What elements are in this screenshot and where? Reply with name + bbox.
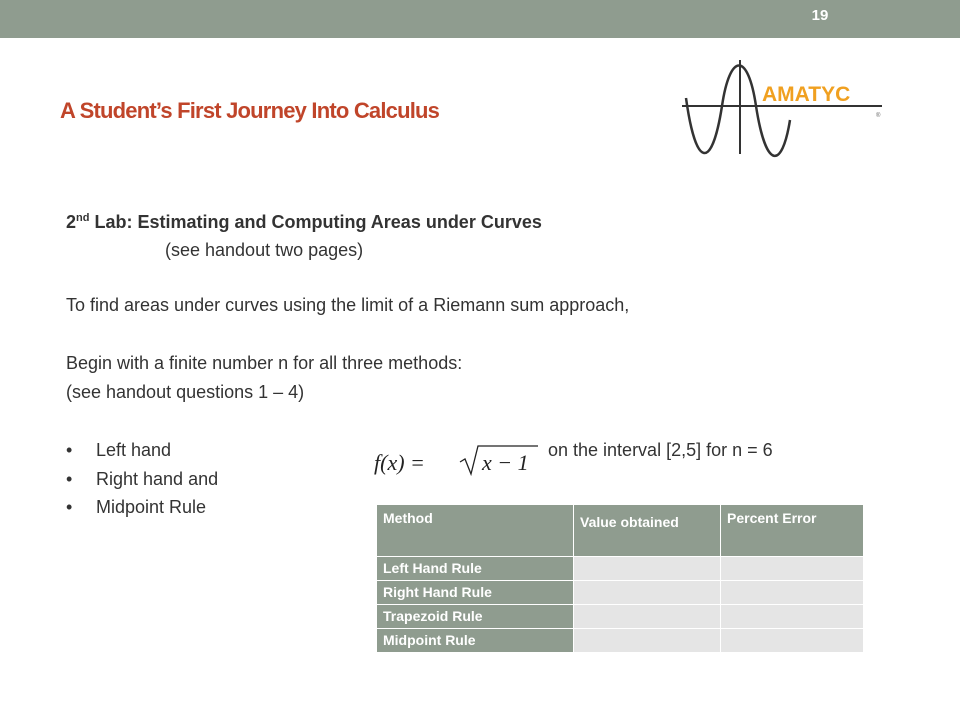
header-value: Value obtained [574, 505, 721, 557]
bullet-item: • Right hand and [66, 469, 219, 489]
svg-text:®: ® [876, 113, 881, 119]
bullet-item: • Midpoint Rule [66, 497, 207, 517]
header-method: Method [377, 505, 574, 557]
table-header-row [377, 505, 864, 557]
table-row [377, 629, 864, 653]
percent-cell[interactable] [721, 629, 864, 653]
amatyc-logo [682, 60, 892, 160]
interval-text: on the interval [2,5] for n = 6 [548, 440, 773, 460]
heading-number: 2 [66, 212, 77, 232]
bullet-label: Left hand [96, 440, 172, 460]
table-row [377, 557, 864, 581]
value-cell[interactable] [574, 581, 721, 605]
begin-line: Begin with a finite number n for all three methods: [66, 353, 463, 373]
row-label: Midpoint Rule [377, 629, 574, 653]
value-cell[interactable] [574, 557, 721, 581]
handout-note: (see handout two pages) [165, 240, 364, 260]
table-row [377, 581, 864, 605]
slide-number: 19 [811, 7, 829, 24]
row-label: Left Hand Rule [377, 557, 574, 581]
percent-cell[interactable] [721, 605, 864, 629]
bullet-label: Right hand and [96, 469, 219, 489]
slide-title: A Student’s First Journey Into Calculus [60, 98, 440, 123]
table-row [377, 605, 864, 629]
value-cell[interactable] [574, 605, 721, 629]
heading-superscript: nd [76, 212, 90, 224]
header-percent-error: Percent Error [721, 505, 864, 557]
lab-heading [66, 212, 542, 233]
percent-cell[interactable] [721, 581, 864, 605]
formula-lhs: f(x) = [374, 450, 425, 475]
bullet-item: • Left hand [66, 440, 172, 460]
logo-text: AMATYC [762, 83, 851, 106]
intro-text: To find areas under curves using the limit of a Riemann sum approach, [66, 295, 630, 315]
row-label: Trapezoid Rule [377, 605, 574, 629]
row-label: Right Hand Rule [377, 581, 574, 605]
function-formula [372, 440, 540, 478]
questions-note: (see handout questions 1 – 4) [66, 382, 305, 402]
results-table [376, 504, 864, 653]
heading-text: Lab: Estimating and Computing Areas under Curves [89, 212, 542, 232]
top-bar [0, 0, 960, 38]
value-cell[interactable] [574, 629, 721, 653]
percent-cell[interactable] [721, 557, 864, 581]
formula-radicand: x − 1 [482, 450, 529, 475]
bullet-label: Midpoint Rule [96, 497, 207, 517]
